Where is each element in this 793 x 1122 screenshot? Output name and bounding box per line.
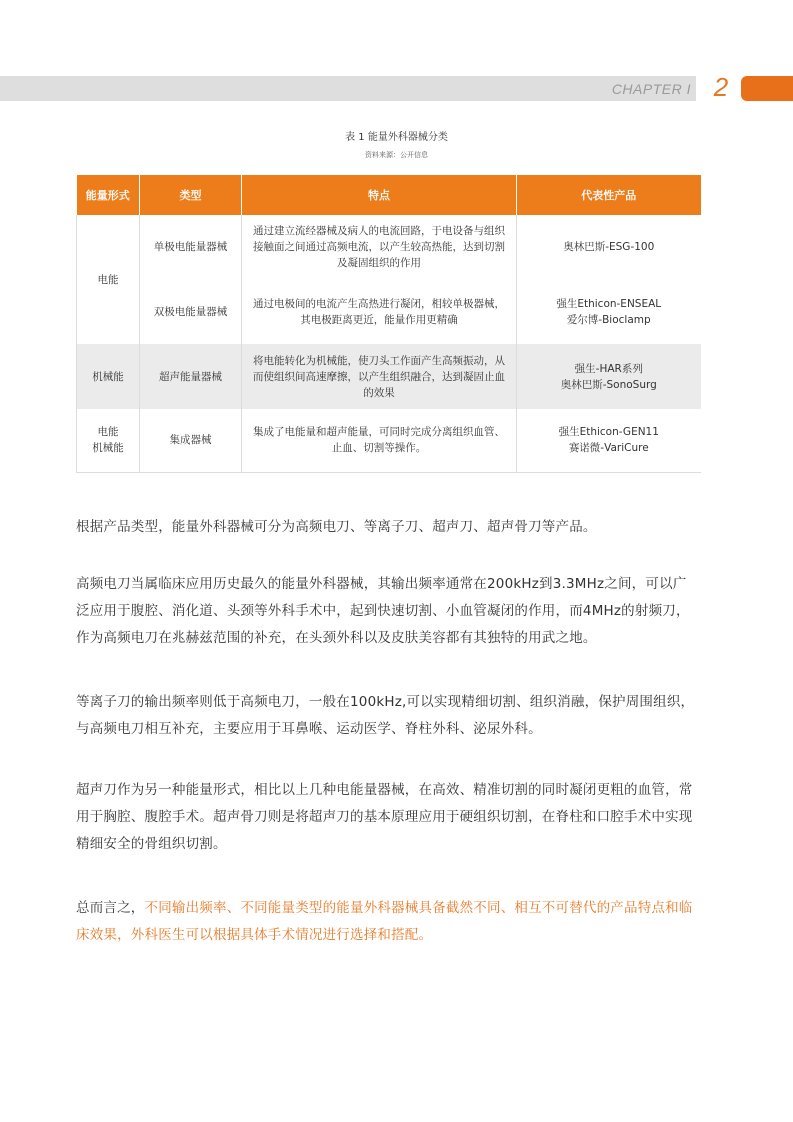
- table-header-row: [77, 175, 701, 215]
- feature-cell: 将电能转化为机械能，使刀头工作面产生高频振动，从而使组织间高速摩擦，以产生组织融合，达到凝固止血的效果: [242, 344, 517, 409]
- energy-device-table: [76, 175, 701, 473]
- paragraph-summary: [76, 895, 700, 949]
- table-source: 资料来源：公开信息: [365, 151, 428, 159]
- energy-form-cell: 机械能: [77, 344, 140, 409]
- table-row: [77, 215, 701, 279]
- product-item: 爱尔博-Bioclamp: [566, 313, 651, 326]
- energy-form-cell: 电能: [77, 215, 140, 344]
- paragraph-ultrasonic-knife: 超声刀作为另一种能量形式，相比以上几种电能量器械，在高效、精准切割的同时凝闭更粗的血管，常用于胸腔、腹腔手术。超声骨刀则是将超声刀的基本原理应用于硬组织切割，在脊柱和口腔手术中实现精细安全的骨组织切割。: [76, 782, 693, 852]
- paragraph-product-types: 根据产品类型，能量外科器械可分为高频电刀、等离子刀、超声刀、超声骨刀等产品。: [76, 519, 597, 535]
- summary-prefix: 总而言之，: [76, 900, 145, 916]
- product-item: 强生Ethicon-GEN11: [558, 426, 659, 439]
- products-cell: [517, 279, 701, 344]
- header-products: 代表性产品: [517, 175, 701, 215]
- products-cell: [517, 409, 701, 472]
- type-cell: 超声能量器械: [140, 344, 242, 409]
- product-item: 奥林巴斯-ESG-100: [563, 241, 655, 253]
- product-item: 赛诺微-VariCure: [568, 442, 649, 455]
- table-row: [77, 344, 701, 409]
- type-cell: 单极电能量器械: [140, 215, 242, 279]
- energy-form-line: 机械能: [92, 442, 124, 455]
- orange-tab: [741, 76, 793, 101]
- products-cell: [517, 215, 701, 279]
- table-title: 表 1 能量外科器械分类: [345, 132, 448, 143]
- type-cell: 双极电能量器械: [140, 279, 242, 344]
- product-item: 强生Ethicon-ENSEAL: [556, 297, 662, 310]
- table-row: [77, 409, 701, 472]
- energy-form-line: 电能: [97, 426, 119, 439]
- summary-highlight: 不同输出频率、不同能量类型的能量外科器械具备截然不同、相互不可替代的产品特点和临床效果，外科医生可以根据具体手术情况进行选择和搭配。: [76, 900, 693, 943]
- paragraph-hf-electrosurgery: 高频电刀当属临床应用历史最久的能量外科器械，其输出频率通常在200kHz到3.3MHz之间，可以广泛应用于腹腔、消化道、头颈等外科手术中，起到快速切割、小血管凝闭的作用，而4MHz的射频刀，作为高频电刀在兆赫兹范围的补充，在头颈外科以及皮肤美容都有其独特的用武之地。: [76, 576, 690, 646]
- feature-cell: 通过电极间的电流产生高热进行凝闭，相较单极器械，其电极距离更近，能量作用更精确: [242, 279, 517, 344]
- product-item: 强生-HAR系列: [574, 362, 643, 375]
- table-row: [77, 279, 701, 344]
- paragraph-plasma-knife: 等离子刀的输出频率则低于高频电刀，一般在100kHz,可以实现精细切割、组织消融，保护周围组织，与高频电刀相互补充，主要应用于耳鼻喉、运动医学、脊柱外科、泌尿外科。: [76, 694, 695, 737]
- feature-cell: 通过建立流经器械及病人的电流回路，于电设备与组织接触面之间通过高频电流，以产生较高热能，达到切割及凝固组织的作用: [242, 215, 517, 279]
- chapter-label: CHAPTER I: [611, 81, 691, 97]
- header-feature: 特点: [242, 175, 517, 215]
- product-item: 奥林巴斯-SonoSurg: [560, 378, 657, 391]
- header-energy-form: 能量形式: [77, 175, 140, 215]
- feature-cell: 集成了电能量和超声能量，可同时完成分离组织血管、止血、切割等操作。: [242, 409, 517, 472]
- type-cell: 集成器械: [140, 409, 242, 472]
- page-number: 2: [713, 72, 729, 102]
- products-cell: [517, 344, 701, 409]
- header-type: 类型: [140, 175, 242, 215]
- energy-form-cell: [77, 409, 140, 472]
